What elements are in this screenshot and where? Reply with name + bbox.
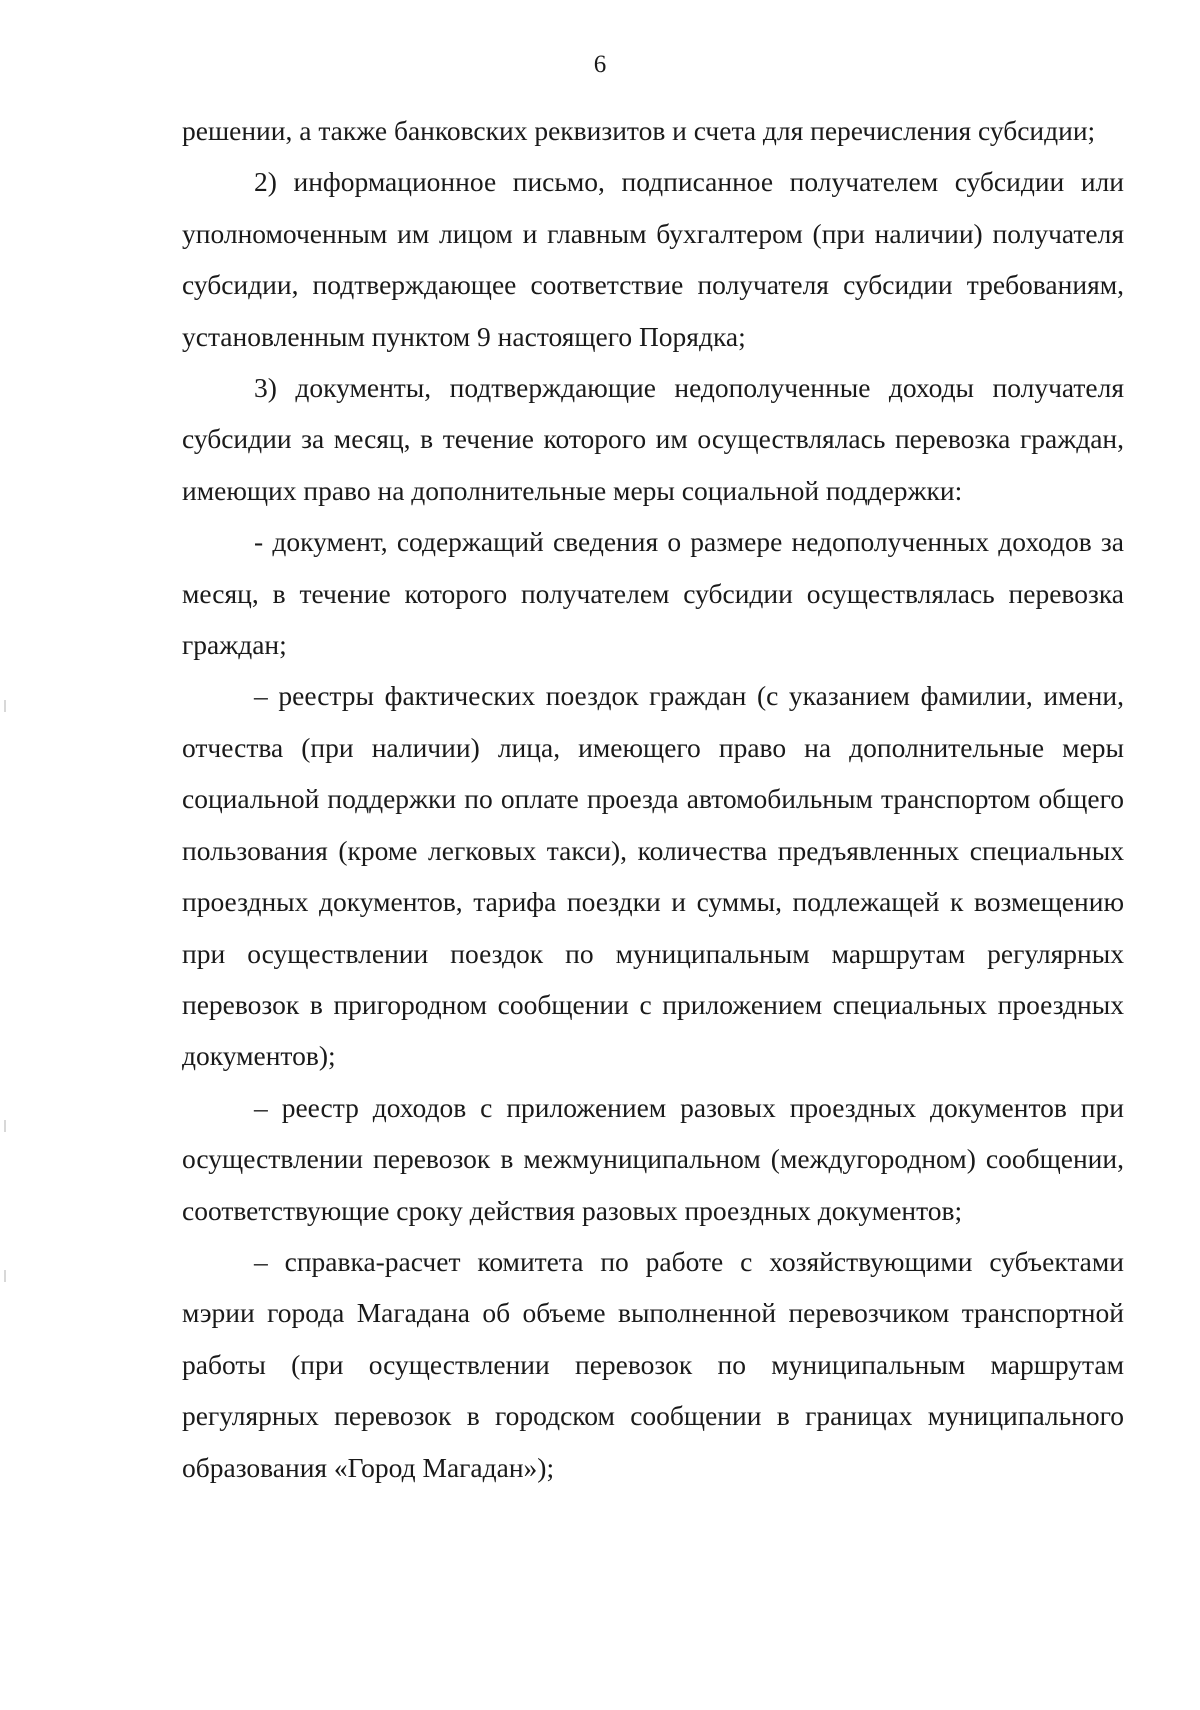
paragraph-bullet-trip-registers: – реестры фактических поездок граждан (с указанием фамилии, имени, отчества (при наличии) лица, имеющего право на дополнительные меры социальной поддержки по оплате проезда автомобильным транспортом общего пользования (кроме легковых такси), количества предъявленных специальных проездных документов, тарифа поездки и суммы, подлежащей к возмещению при осуществлении поездок по муниципальным маршрутам регулярных перевозок в пригородном сообщении с приложением специальных проездных документов); (182, 680, 1124, 1072)
scan-edge-mark (4, 1270, 6, 1282)
scan-edge-mark (4, 1120, 6, 1132)
paragraph-bullet-calculation-certificate: – справка-расчет комитета по работе с хозяйствующими субъектами мэрии города Магадана об объеме выполненной перевозчиком транспортной работы (при осуществлении перевозок по муниципальным маршрутам регулярных перевозок в городском сообщении в границах муниципального образования «Город Магадан»); (182, 1245, 1124, 1483)
paragraph-item-3-documents: 3) документы, подтверждающие недополученные доходы получателя субсидии за месяц, в течение которого им осуществлялась перевозка граждан, имеющих право на дополнительные меры социальной поддержки: (182, 372, 1124, 506)
page-number: 6 (593, 51, 607, 78)
paragraph-bullet-income-document: - документ, содержащий сведения о размере недополученных доходов за месяц, в течение которого получателем субсидии осуществлялась перевозка граждан; (182, 526, 1124, 661)
paragraph-bullet-income-register: – реестр доходов с приложением разовых проездных документов при осуществлении перевозок в межмуниципальном (междугородном) сообщении, соответствующие сроку действия разовых проездных документов; (182, 1091, 1124, 1226)
document-body (182, 105, 1124, 1493)
paragraph-item-2-info-letter: 2) информационное письмо, подписанное получателем субсидии или уполномоченным им лицом и главным бухгалтером (при наличии) получателя субсидии, подтверждающее соответствие получателя субсидии требованиям, установленным пунктом 9 настоящего Порядка; (182, 166, 1124, 352)
paragraph-continuation: решении, а также банковских реквизитов и счета для перечисления субсидии; (182, 115, 1096, 146)
scan-edge-mark (4, 700, 6, 712)
